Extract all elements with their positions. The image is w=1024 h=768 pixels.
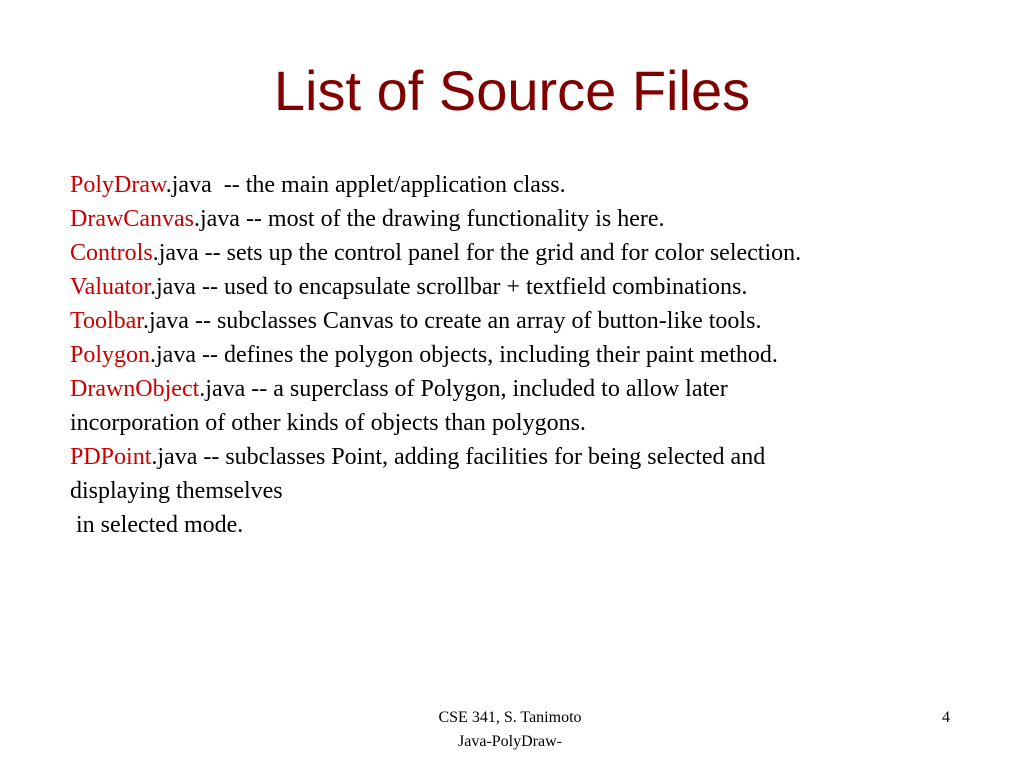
file-description: .java -- most of the drawing functionality is here. bbox=[193, 206, 665, 232]
footer bbox=[410, 706, 610, 754]
class-name: Controls bbox=[70, 240, 153, 266]
slide-title: List of Source Files bbox=[273, 59, 751, 122]
list-item-continuation: displaying themselves bbox=[70, 478, 283, 504]
file-description: .java -- used to encapsulate scrollbar + textfield combinations. bbox=[149, 274, 748, 300]
list-item bbox=[70, 236, 970, 270]
class-name: PolyDraw bbox=[70, 172, 166, 198]
file-description: .java -- defines the polygon objects, including their paint method. bbox=[150, 342, 778, 368]
page-number: 4 bbox=[942, 709, 950, 726]
list-item bbox=[70, 304, 970, 338]
class-name: DrawnObject bbox=[70, 376, 200, 402]
footer-topic: Java-PolyDraw- bbox=[458, 733, 562, 750]
class-name: Valuator bbox=[70, 274, 150, 300]
file-description: .java -- subclasses Canvas to create an array of button-like tools. bbox=[142, 308, 762, 334]
list-item-continuation: in selected mode. bbox=[70, 512, 244, 538]
class-name: Toolbar bbox=[70, 308, 143, 334]
class-name: Polygon bbox=[70, 342, 151, 368]
file-description: .java -- sets up the control panel for the grid and for color selection. bbox=[152, 240, 802, 266]
list-item bbox=[70, 168, 970, 202]
list-item bbox=[70, 270, 970, 304]
footer-course: CSE 341, S. Tanimoto bbox=[438, 709, 582, 726]
file-description: .java -- the main applet/application class. bbox=[165, 172, 566, 198]
class-name: PDPoint bbox=[70, 444, 152, 470]
file-description: .java -- a superclass of Polygon, included to allow later bbox=[199, 376, 728, 402]
list-item bbox=[70, 338, 970, 372]
list-item bbox=[70, 440, 970, 474]
file-list bbox=[70, 168, 970, 542]
list-item-continuation: incorporation of other kinds of objects than polygons. bbox=[70, 410, 586, 436]
list-item bbox=[70, 372, 970, 406]
class-name: DrawCanvas bbox=[70, 206, 194, 232]
file-description: .java -- subclasses Point, adding facilities for being selected and bbox=[151, 444, 766, 470]
list-item bbox=[70, 202, 970, 236]
